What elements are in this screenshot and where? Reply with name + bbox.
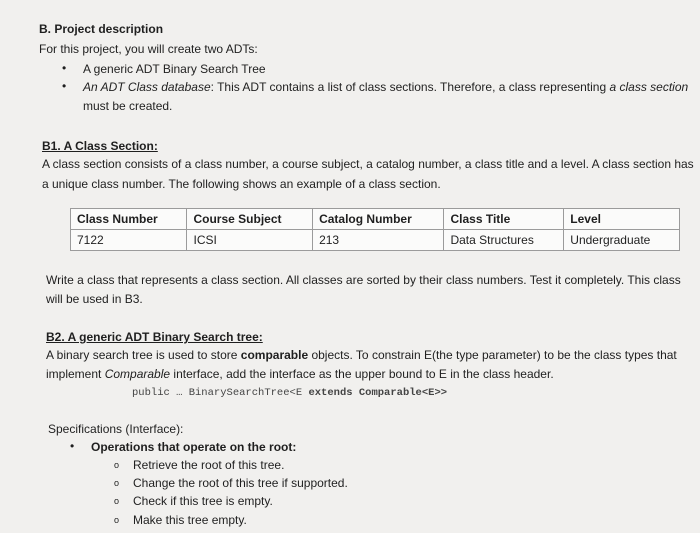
code-prefix: public … BinarySearchTree<E xyxy=(132,387,309,399)
class-header-code xyxy=(132,385,447,401)
section-b2-line2-a: implement xyxy=(46,367,105,381)
section-b2-line1-a: A binary search tree is used to store xyxy=(46,348,241,362)
bullet-dot: • xyxy=(62,79,67,93)
table-cell: 213 xyxy=(313,230,444,251)
adt-class-database-term: An ADT Class database xyxy=(83,80,211,94)
comparable-italic-term: Comparable xyxy=(104,367,171,381)
comparable-bold-term: comparable xyxy=(240,348,309,362)
list-item: Check if this tree is empty. xyxy=(133,494,273,508)
circle-bullet-icon: o xyxy=(114,460,120,470)
table-header-cell: Course Subject xyxy=(187,209,313,230)
specs-heading: Specifications (Interface): xyxy=(48,422,184,436)
section-b1-task-line1: Write a class that represents a class section. All classes are sorted by their class numbers. Test it completely. This class xyxy=(46,273,681,287)
list-item: Make this tree empty. xyxy=(133,513,247,527)
section-b2-line2 xyxy=(46,366,554,382)
section-b-intro: For this project, you will create two ADTs: xyxy=(39,42,258,56)
table-cell: Data Structures xyxy=(444,230,564,251)
bullet-dot: • xyxy=(70,439,75,453)
table-header-row xyxy=(71,209,680,230)
section-b2-heading: B2. A generic ADT Binary Search tree: xyxy=(46,330,263,344)
table-cell: ICSI xyxy=(187,230,313,251)
list-item: Retrieve the root of this tree. xyxy=(133,458,285,472)
class-section-term: a class section xyxy=(609,80,689,94)
section-b2-line2-c: interface, add the interface as the upper bound to E in the class header. xyxy=(170,367,554,381)
section-b2-line1-c: objects. To constrain E(the type parameter) to be the class types that xyxy=(308,348,677,362)
section-b2-line1 xyxy=(46,347,677,363)
bullet-adt-class-db-cont: must be created. xyxy=(83,99,173,113)
code-bound: extends Comparable<E>> xyxy=(308,387,448,399)
bullet-adt-bst xyxy=(83,61,266,77)
circle-bullet-icon: o xyxy=(114,515,120,525)
table-header-cell: Catalog Number xyxy=(313,209,444,230)
ops-root-heading: Operations that operate on the root: xyxy=(91,440,297,454)
bullet-adt-bst-text: A generic ADT Binary Search Tree xyxy=(83,62,266,76)
table-cell: 7122 xyxy=(71,230,187,251)
section-b1-line2: a unique class number. The following shows an example of a class section. xyxy=(42,177,441,191)
section-b1-task-line2: will be used in B3. xyxy=(46,292,143,306)
table-header-cell: Class Number xyxy=(71,209,187,230)
section-b1-heading: B1. A Class Section: xyxy=(42,139,158,153)
circle-bullet-icon: o xyxy=(114,478,120,488)
table-row xyxy=(71,230,680,251)
section-b-heading: B. Project description xyxy=(39,22,164,36)
list-item: Change the root of this tree if supported. xyxy=(133,476,348,490)
adt-class-database-desc: : This ADT contains a list of class sections. Therefore, a class representing xyxy=(210,80,610,94)
circle-bullet-icon: o xyxy=(114,496,120,506)
table-header-cell: Level xyxy=(564,209,680,230)
bullet-adt-class-db xyxy=(83,79,688,95)
table-header-cell: Class Title xyxy=(444,209,564,230)
class-section-table xyxy=(70,208,680,251)
table-cell: Undergraduate xyxy=(564,230,680,251)
bullet-dot: • xyxy=(62,61,67,75)
section-b1-line1: A class section consists of a class number, a course subject, a catalog number, a class title and a level. A class section has xyxy=(42,157,694,171)
